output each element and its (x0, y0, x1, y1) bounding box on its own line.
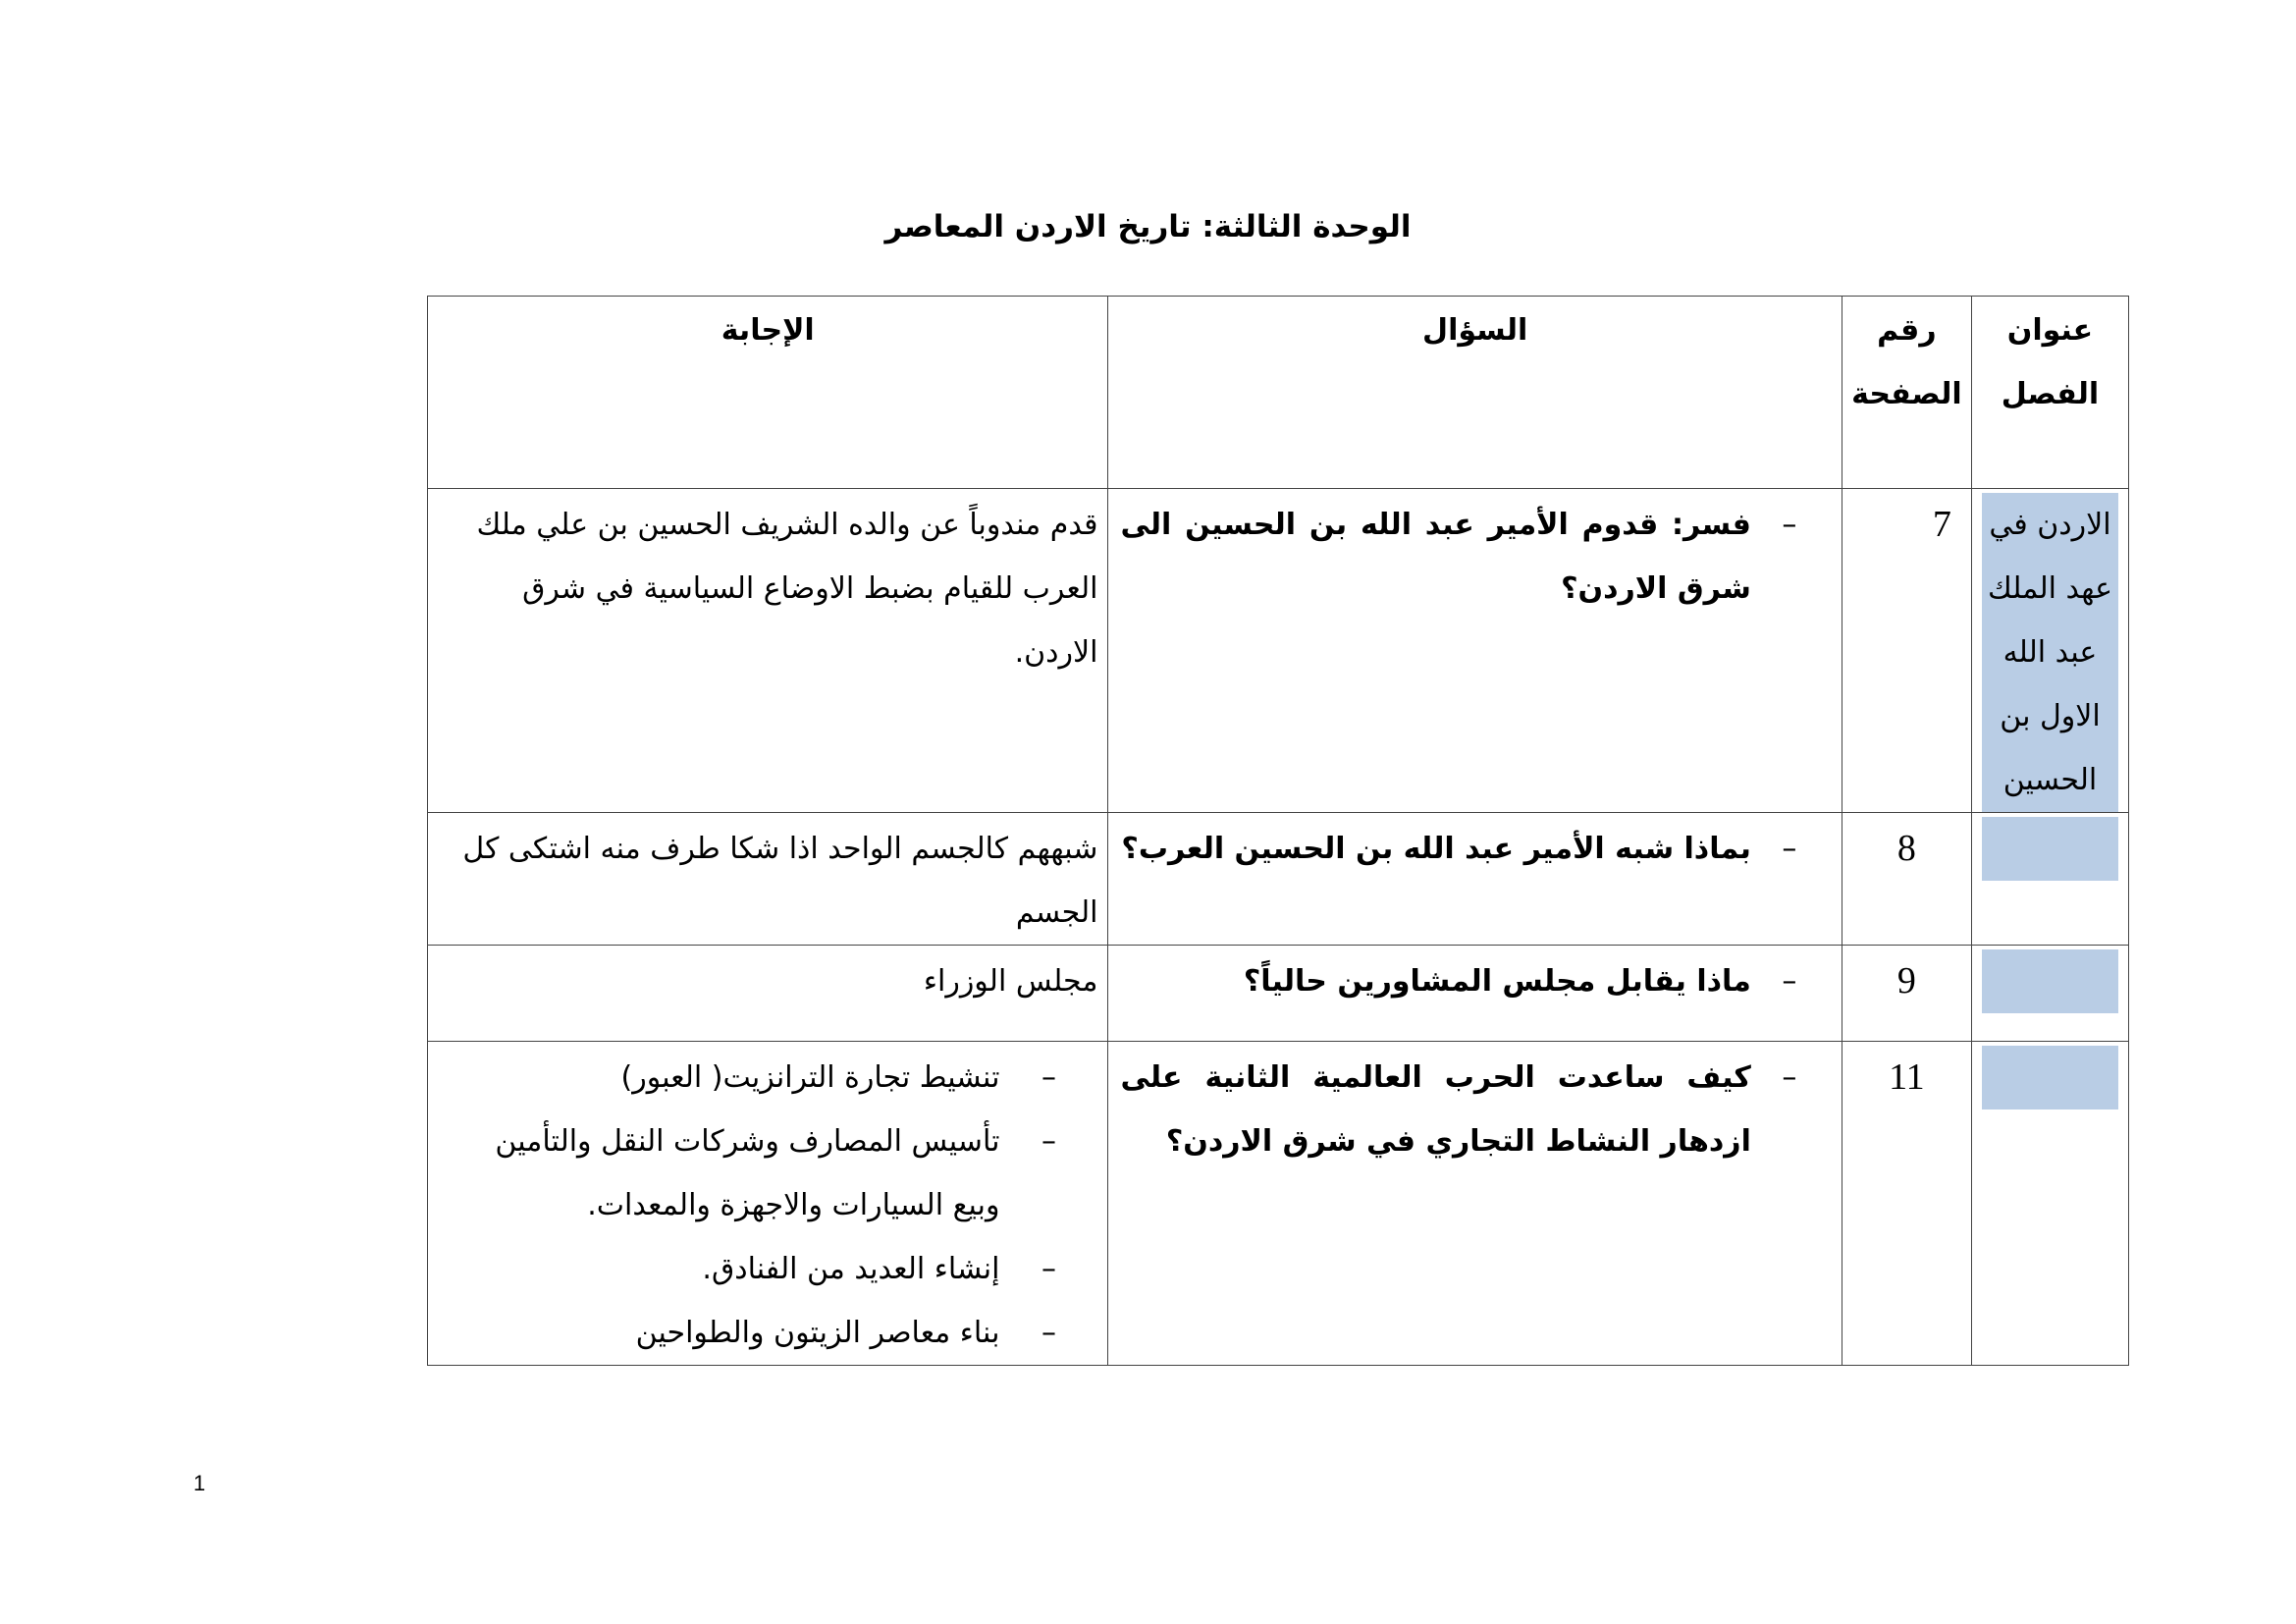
page-number-cell: 7 (1842, 489, 1971, 813)
table-header-row (428, 297, 2129, 489)
dash-marker: – (1782, 508, 1797, 542)
table-row (428, 946, 2129, 1042)
chapter-highlight (1982, 1046, 2118, 1110)
answer-cell: قدم مندوباً عن والده الشريف الحسين بن علي ملك العرب للقيام بضبط الاوضاع السياسية في شرق الاردن. (428, 489, 1108, 813)
answer-list (440, 1046, 1097, 1365)
answer-cell: مجلس الوزراء (428, 946, 1108, 1042)
list-item (440, 1046, 1097, 1110)
question-text: بماذا شبه الأمير عبد الله بن الحسين العرب؟ (1121, 832, 1751, 866)
table-row (428, 1042, 2129, 1366)
question-text: ماذا يقابل مجلس المشاورين حالياً؟ (1243, 964, 1751, 999)
page-number-cell: 11 (1842, 1042, 1971, 1366)
page-number-cell: 9 (1842, 946, 1971, 1042)
chapter-highlight (1982, 817, 2118, 881)
answer-item-text: إنشاء العديد من الفنادق. (702, 1252, 1000, 1286)
list-item (440, 1237, 1097, 1301)
question-cell (1108, 489, 1842, 813)
questions-table (427, 296, 2129, 1366)
list-item (440, 1110, 1097, 1237)
question-cell (1108, 813, 1842, 946)
dash-marker: – (1782, 964, 1797, 999)
page-number: 1 (193, 1471, 206, 1495)
page-number-cell: 8 (1842, 813, 1971, 946)
answer-item-text: تنشيط تجارة الترانزيت( العبور) (620, 1060, 1000, 1095)
dash-marker: – (1782, 1060, 1797, 1095)
dash-marker: – (1041, 1252, 1056, 1286)
list-item (440, 1301, 1097, 1365)
chapter-cell (1971, 1042, 2128, 1366)
chapter-title-text: الاردن في عهد الملك عبد الله الاول بن الحسين (1982, 493, 2118, 812)
answer-cell (428, 1042, 1108, 1366)
table-row (428, 489, 2129, 813)
dash-marker: – (1041, 1060, 1056, 1095)
answer-item-text: تأسيس المصارف وشركات النقل والتأمين وبيع السيارات والاجهزة والمعدات. (495, 1124, 1000, 1222)
question-text: كيف ساعدت الحرب العالمية الثانية على ازدهار النشاط التجاري في شرق الاردن؟ (1120, 1060, 1751, 1159)
header-question: السؤال (1108, 297, 1842, 489)
chapter-cell (1971, 946, 2128, 1042)
answer-item-text: بناء معاصر الزيتون والطواحين (635, 1316, 1000, 1350)
table-row (428, 813, 2129, 946)
document-title: الوحدة الثالثة: تاريخ الاردن المعاصر (884, 209, 1412, 244)
dash-marker: – (1041, 1124, 1056, 1159)
question-text: فسر: قدوم الأمير عبد الله بن الحسين الى شرق الاردن؟ (1120, 508, 1751, 606)
header-answer: الإجابة (428, 297, 1108, 489)
chapter-cell (1971, 489, 2128, 813)
header-chapter-title: عنوان الفصل (1971, 297, 2128, 489)
chapter-cell (1971, 813, 2128, 946)
chapter-highlight (1982, 949, 2118, 1013)
header-page-number: رقم الصفحة (1842, 297, 1971, 489)
question-cell (1108, 1042, 1842, 1366)
answer-cell: شبههم كالجسم الواحد اذا شكا طرف منه اشتكى كل الجسم (428, 813, 1108, 946)
question-cell (1108, 946, 1842, 1042)
dash-marker: – (1782, 832, 1797, 866)
dash-marker: – (1041, 1316, 1056, 1350)
